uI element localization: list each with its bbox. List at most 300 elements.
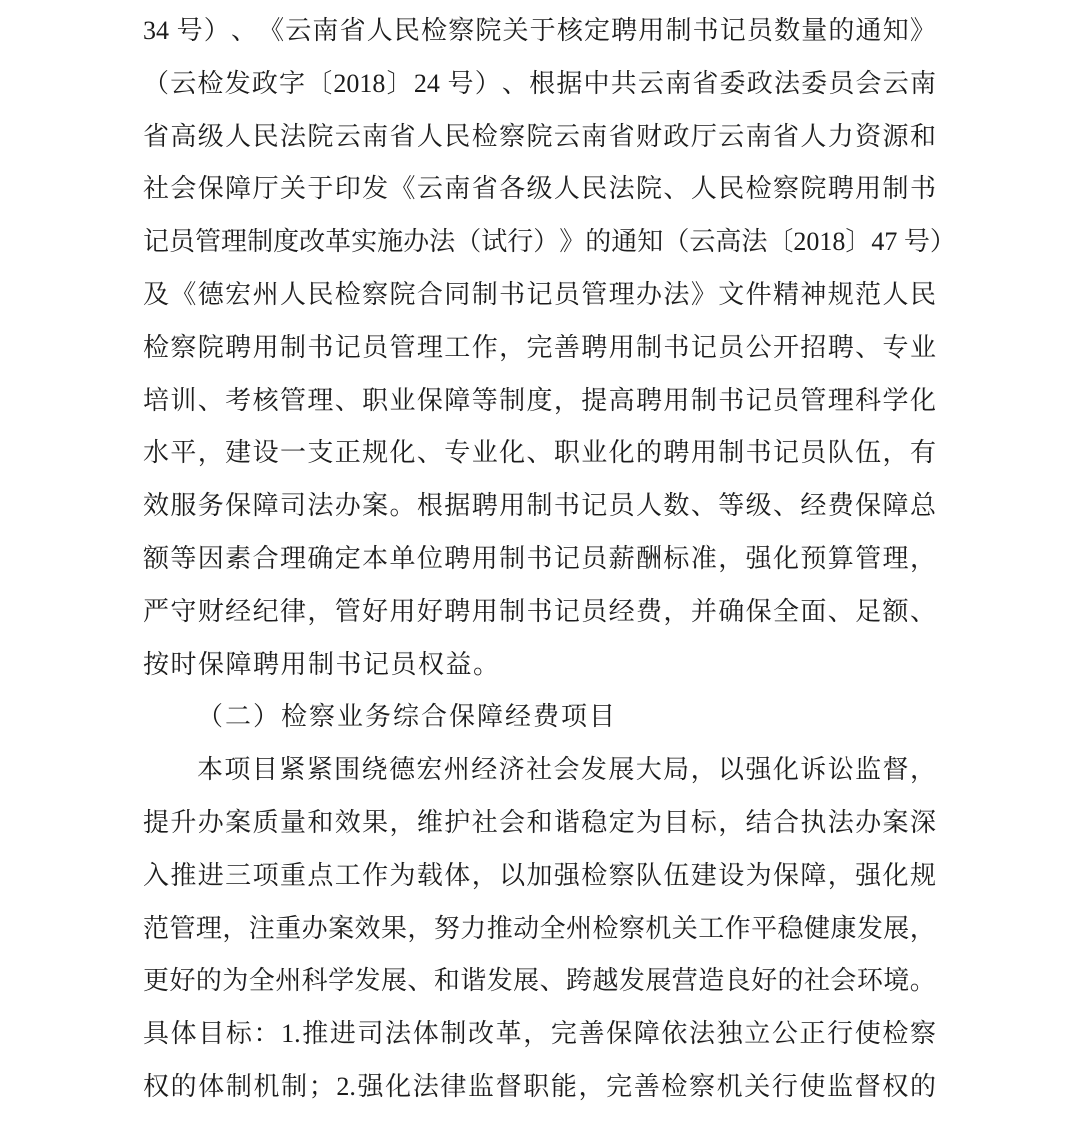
text-token: 行 <box>507 227 534 257</box>
text-token: 额 <box>882 596 909 626</box>
text-token: 的 <box>828 16 855 45</box>
text-token: 障 <box>225 174 252 204</box>
text-token: 执 <box>800 807 827 837</box>
text-token: ） <box>474 68 501 98</box>
text-token: 院 <box>389 279 416 309</box>
text-token: 南 <box>665 68 692 98</box>
text-token: 各 <box>499 174 526 204</box>
text-token: 能 <box>550 1071 577 1101</box>
text-token: 环 <box>856 966 883 996</box>
text-token: 《 <box>389 174 416 204</box>
text-token: ， <box>909 543 936 573</box>
text-token: 察 <box>362 279 389 309</box>
text-token: 科 <box>301 966 328 996</box>
text-token: 2018 <box>333 68 386 98</box>
text-token: ， <box>718 543 745 573</box>
text-token: 院 <box>197 332 224 362</box>
text-token: 保 <box>855 491 882 521</box>
text-token: 监 <box>855 755 882 785</box>
text-token: 队 <box>827 438 854 468</box>
text-token: 营 <box>671 966 698 996</box>
text-token: 使 <box>854 1019 881 1049</box>
text-token: 支 <box>307 438 334 468</box>
text-token: 障 <box>633 1019 660 1049</box>
text-line <box>143 586 936 639</box>
text-token: 的 <box>909 1071 936 1101</box>
text-token: 学 <box>882 385 909 415</box>
text-token: 会 <box>170 174 197 204</box>
text-token: 体 <box>198 1071 225 1101</box>
text-token: 省 <box>772 121 799 151</box>
text-token: 云 <box>882 68 909 98</box>
text-token: 化 <box>882 860 909 890</box>
text-token: 文 <box>718 279 745 309</box>
text-token: 纪 <box>252 596 279 626</box>
text-token: 法 <box>385 1019 412 1049</box>
text-token: 德 <box>197 279 224 309</box>
text-token: 书 <box>718 385 745 415</box>
text-token: 等 <box>718 491 745 521</box>
text-token: 深 <box>909 807 936 837</box>
text-token: 制 <box>247 227 274 257</box>
text-token: 案 <box>362 491 389 521</box>
text-token: 办 <box>855 807 882 837</box>
text-token: 本 <box>197 755 224 785</box>
text-token: 数 <box>774 16 801 45</box>
text-token: 案 <box>225 807 252 837</box>
text-token: 宏 <box>416 755 443 785</box>
text-token: 改 <box>467 1019 494 1049</box>
text-token: 员 <box>746 16 773 45</box>
text-token: 机 <box>645 913 672 943</box>
text-line <box>143 111 936 164</box>
text-token: 推 <box>486 913 513 943</box>
text-token: 展 <box>608 755 635 785</box>
text-token: 革 <box>325 227 352 257</box>
text-token: 、 <box>663 174 690 204</box>
text-token: 培 <box>143 385 170 415</box>
text-token: 职 <box>523 1071 550 1101</box>
text-token: 行 <box>827 1019 854 1049</box>
text-token: 实 <box>351 227 378 257</box>
text-line <box>143 322 936 375</box>
text-token: 并 <box>690 596 717 626</box>
text-token: 立 <box>744 1019 771 1049</box>
text-token: 改 <box>299 227 326 257</box>
text-token: 绕 <box>361 755 388 785</box>
text-token: 体 <box>412 1019 439 1049</box>
text-token: 化 <box>608 438 635 468</box>
text-token: 委 <box>719 68 746 98</box>
text-token: 管 <box>195 227 222 257</box>
text-token: 项 <box>224 755 251 785</box>
text-token: 推 <box>302 1019 329 1049</box>
text-token: 预 <box>800 543 827 573</box>
text-token: 检 <box>745 174 772 204</box>
text-token: 检 <box>882 1019 909 1049</box>
text-token: 书 <box>499 279 526 309</box>
text-token: 注 <box>248 913 275 943</box>
text-token: 据 <box>556 68 583 98</box>
text-token: ， <box>578 1071 605 1101</box>
text-token: 院 <box>526 121 553 151</box>
text-token: 南 <box>362 121 389 151</box>
text-token: 民 <box>252 121 279 151</box>
text-token: ， <box>909 755 936 785</box>
text-token: 〔 <box>306 68 333 98</box>
text-token: 革 <box>495 1019 522 1049</box>
text-token: 员 <box>608 491 635 521</box>
text-token: 化 <box>772 755 799 785</box>
text-token: 稳 <box>777 913 804 943</box>
text-token: 经 <box>608 596 635 626</box>
text-token: 载 <box>416 860 443 890</box>
text-token: 善 <box>553 332 580 362</box>
text-block <box>143 5 956 1114</box>
text-token: 的 <box>777 966 804 996</box>
text-token: 设 <box>718 860 745 890</box>
text-token: 。 <box>909 966 936 996</box>
text-token: 人 <box>279 279 306 309</box>
text-token: 展 <box>513 966 540 996</box>
text-token: 重 <box>275 913 302 943</box>
text-token: 好 <box>362 596 389 626</box>
text-token: 检 <box>581 860 608 890</box>
text-token: 诉 <box>800 755 827 785</box>
text-token: 院 <box>475 16 502 45</box>
text-token: 全 <box>539 913 566 943</box>
text-token: 稳 <box>581 807 608 837</box>
text-token: 围 <box>334 755 361 785</box>
text-token: 聘 <box>471 491 498 521</box>
text-token: 人 <box>800 121 827 151</box>
text-token: 监 <box>467 1071 494 1101</box>
text-token: 理 <box>195 913 222 943</box>
text-token: 财 <box>636 121 663 151</box>
text-token: ） <box>203 16 230 45</box>
text-token: 民 <box>581 174 608 204</box>
text-token: 、 <box>230 16 257 45</box>
text-token: 定 <box>608 807 635 837</box>
text-token: 记 <box>745 385 772 415</box>
text-token: 为 <box>222 966 249 996</box>
text-token: 察 <box>170 332 197 362</box>
text-token: 据 <box>444 491 471 521</box>
text-token: （ <box>663 227 690 257</box>
text-token: 专 <box>444 438 471 468</box>
text-token: 机 <box>253 1071 280 1101</box>
text-token: ， <box>307 596 334 626</box>
text-token: 合 <box>416 279 443 309</box>
text-token: 点 <box>307 860 334 890</box>
text-token: 省 <box>389 121 416 151</box>
text-token: 障 <box>444 385 471 415</box>
text-token: 法 <box>412 1071 439 1101</box>
text-token: 宏 <box>225 279 252 309</box>
text-token: 酬 <box>636 543 663 573</box>
text-token: 察 <box>608 860 635 890</box>
text-token: 记 <box>143 227 170 257</box>
text-token: 护 <box>444 807 471 837</box>
text-token: 制 <box>499 385 526 415</box>
text-token: 三 <box>225 860 252 890</box>
text-token: 员 <box>581 543 608 573</box>
text-token: 使 <box>799 1071 826 1101</box>
text-token: 业 <box>909 332 936 362</box>
text-token: 算 <box>827 543 854 573</box>
text-token: 经 <box>225 596 252 626</box>
text-token: 提 <box>581 385 608 415</box>
text-token: 通 <box>611 227 638 257</box>
text-line <box>143 216 956 269</box>
text-line <box>143 903 936 956</box>
text-token: 强 <box>745 755 772 785</box>
text-token: 济 <box>498 755 525 785</box>
text-token: ， <box>222 913 249 943</box>
text-token: 记 <box>553 543 580 573</box>
section-heading: （二）检察业务综合保障经费项目 <box>197 702 618 732</box>
text-token: 级 <box>526 174 553 204</box>
text-token: 定 <box>334 543 361 573</box>
text-token: 体 <box>170 1019 197 1049</box>
text-token: 力 <box>460 913 487 943</box>
text-token: 单 <box>389 543 416 573</box>
text-token: 聘 <box>444 596 471 626</box>
text-token: 发 <box>580 755 607 785</box>
text-token: ， <box>663 596 690 626</box>
text-token: 严 <box>143 596 170 626</box>
text-token: 件 <box>745 279 772 309</box>
text-token: 工 <box>334 860 361 890</box>
text-token: 标 <box>663 543 690 573</box>
text-token: 云 <box>285 16 312 45</box>
text-token: 和 <box>433 966 460 996</box>
text-token: 全 <box>772 596 799 626</box>
text-token: 作 <box>362 860 389 890</box>
text-token: 效 <box>143 491 170 521</box>
text-token: 展 <box>380 966 407 996</box>
text-token: 法 <box>279 121 306 151</box>
text-token: 检 <box>592 913 619 943</box>
text-token: 强 <box>745 543 772 573</box>
text-token: 厅 <box>690 121 717 151</box>
text-token: 和 <box>307 807 334 837</box>
text-token: 制 <box>499 596 526 626</box>
text-token: 公 <box>771 1019 798 1049</box>
text-token: 云 <box>553 121 580 151</box>
text-token: 员 <box>718 332 745 362</box>
text-token: 》 <box>559 227 586 257</box>
text-token: 厅 <box>252 174 279 204</box>
text-token: （ <box>143 68 170 98</box>
text-token: 院 <box>800 174 827 204</box>
text-token: 、 <box>855 332 882 362</box>
text-token: 、 <box>501 68 528 98</box>
text-token: 努 <box>433 913 460 943</box>
text-token: 强 <box>357 1071 384 1101</box>
text-token: 督 <box>882 755 909 785</box>
text-token: 造 <box>698 966 725 996</box>
text-token: 聘 <box>636 385 663 415</box>
text-token: 人 <box>366 16 393 45</box>
text-token: 高 <box>170 121 197 151</box>
text-token: 制 <box>279 332 306 362</box>
text-line <box>143 58 936 111</box>
text-token: 度 <box>526 385 553 415</box>
text-token: 委 <box>801 68 828 98</box>
text-token: ， <box>827 860 854 890</box>
text-token: 员 <box>581 596 608 626</box>
text-token: 号 <box>447 68 474 98</box>
text-token: 号 <box>176 16 203 45</box>
text-line <box>143 5 936 58</box>
text-token: 法 <box>429 227 456 257</box>
text-token: 职 <box>362 385 389 415</box>
text-token: 障 <box>800 860 827 890</box>
text-token: 核 <box>556 16 583 45</box>
text-token: 云 <box>718 121 745 151</box>
text-token: ） <box>533 227 560 257</box>
text-token: 障 <box>882 491 909 521</box>
text-token: 完 <box>606 1071 633 1101</box>
text-token: 检 <box>334 279 361 309</box>
text-token: 发 <box>856 913 883 943</box>
text-token: 书 <box>692 16 719 45</box>
text-token: 制 <box>499 543 526 573</box>
text-token: 书 <box>745 438 772 468</box>
text-token: 省 <box>339 16 366 45</box>
text-token: 》 <box>690 279 717 309</box>
text-token: 进 <box>329 1019 356 1049</box>
text-token: 用 <box>252 332 279 362</box>
text-token: 民 <box>718 174 745 204</box>
text-token: 作 <box>471 332 498 362</box>
text-token: 发 <box>354 966 381 996</box>
text-token: 讼 <box>827 755 854 785</box>
text-token: 云 <box>416 174 443 204</box>
text-token: 薪 <box>608 543 635 573</box>
text-token: 书 <box>553 491 580 521</box>
text-token: 伍 <box>663 860 690 890</box>
text-token: 记 <box>690 332 717 362</box>
text-token: 书 <box>663 332 690 362</box>
text-token: 化 <box>909 385 936 415</box>
text-token: 规 <box>909 860 936 890</box>
text-token: 制 <box>690 385 717 415</box>
text-token: 字 <box>279 68 306 98</box>
text-token: 职 <box>553 438 580 468</box>
text-token: 社 <box>803 966 830 996</box>
text-token: 维 <box>416 807 443 837</box>
text-token: 果 <box>380 913 407 943</box>
text-token: 资 <box>855 121 882 151</box>
text-token: 2018 <box>793 227 846 257</box>
text-token: 察 <box>772 174 799 204</box>
text-token: 素 <box>225 543 252 573</box>
text-token: 服 <box>170 491 197 521</box>
text-token: 律 <box>440 1071 467 1101</box>
text-token: 通 <box>855 16 882 45</box>
text-token: 《 <box>258 16 285 45</box>
text-line <box>143 744 936 797</box>
text-line <box>143 797 936 850</box>
text-token: 发 <box>224 68 251 98</box>
text-token: 精 <box>772 279 799 309</box>
text-token: 化 <box>389 438 416 468</box>
text-token: 本 <box>362 543 389 573</box>
text-token: 于 <box>529 16 556 45</box>
text-token: 司 <box>279 491 306 521</box>
text-token: 用 <box>389 596 416 626</box>
text-token: 保 <box>197 174 224 204</box>
text-token: 进 <box>197 860 224 890</box>
text-token: 州 <box>275 966 302 996</box>
text-token: 高 <box>715 227 742 257</box>
text-token: 聘 <box>444 543 471 573</box>
text-token: 社 <box>143 174 170 204</box>
text-token: 办 <box>334 491 361 521</box>
text-token: 社 <box>471 807 498 837</box>
text-token: 为 <box>636 807 663 837</box>
text-token: 法 <box>773 68 800 98</box>
text-token: 督 <box>495 1071 522 1101</box>
text-token: 记 <box>719 16 746 45</box>
text-token: 标 <box>690 807 717 837</box>
text-token: 根 <box>416 491 443 521</box>
text-token: 员 <box>169 227 196 257</box>
text-token: 关 <box>279 174 306 204</box>
text-token: 云 <box>334 121 361 151</box>
text-token: 等 <box>471 385 498 415</box>
text-token: 试 <box>481 227 508 257</box>
text-token: 的 <box>170 1071 197 1101</box>
text-token: 依 <box>661 1019 688 1049</box>
text-token: 规 <box>362 438 389 468</box>
text-token: 大 <box>635 755 662 785</box>
text-token: 聘 <box>225 332 252 362</box>
text-token: 体 <box>444 860 471 890</box>
text-token: 平 <box>170 438 197 468</box>
text-token: 工 <box>444 332 471 362</box>
text-token: 聘 <box>827 332 854 362</box>
text-token: 一 <box>279 438 306 468</box>
text-token: 34 <box>143 16 176 45</box>
text-token: 定 <box>583 16 610 45</box>
text-token: 制 <box>636 332 663 362</box>
text-token: 案 <box>882 807 909 837</box>
text-token: 善 <box>633 1071 660 1101</box>
text-token: 康 <box>830 913 857 943</box>
text-token: 员 <box>553 279 580 309</box>
text-token: 员 <box>800 438 827 468</box>
text-token: 记 <box>553 596 580 626</box>
text-token: 项 <box>252 860 279 890</box>
text-token: 省 <box>692 68 719 98</box>
text-token: 谐 <box>553 807 580 837</box>
text-token: 制 <box>526 491 553 521</box>
text-token: 聘 <box>827 174 854 204</box>
text-line <box>143 269 936 322</box>
text-token: 记 <box>526 279 553 309</box>
text-token: 财 <box>197 596 224 626</box>
text-token: 律 <box>279 596 306 626</box>
text-token: 根 <box>529 68 556 98</box>
text-token: 管 <box>279 385 306 415</box>
text-token: 会 <box>553 755 580 785</box>
text-token: 理 <box>882 543 909 573</box>
text-token: 高 <box>608 385 635 415</box>
text-token: 人 <box>690 174 717 204</box>
